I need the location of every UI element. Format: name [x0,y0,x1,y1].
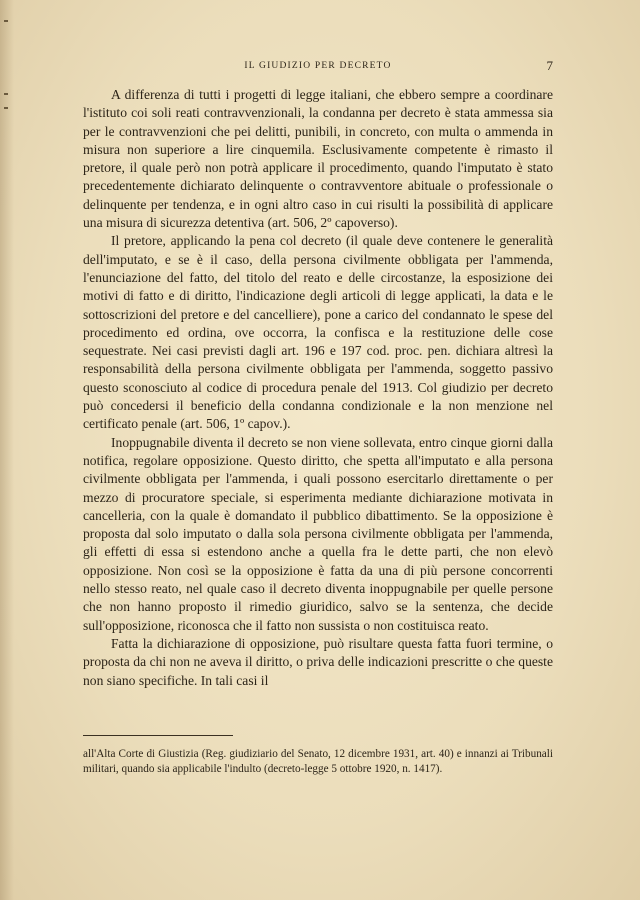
page-number: 7 [546,58,553,73]
page-header [83,58,553,74]
edge-mark [4,107,8,109]
paragraph: Inoppugnabile diventa il decreto se non viene sollevata, entro cinque giorni dalla notifica, regolare opposizione. Questo diritto, che spetta all'imputato e alla persona civilmente obbligata per l'ammenda, i quali possono esercitarlo direttamente o per mezzo di procuratore speciale, si esperimenta mediante dichiarazione motivata in cancelleria, con la quale è domandato il pubblico dibattimento. Se la opposizione è proposta dal solo imputato o dalla sola persona civilmente obbligata per l'ammenda, gli effetti di essa si estendono anche a quella fra le dette parti, che non elevò opposizione. Non così se la opposizione è fatta da una di più persone concorrenti nello stesso reato, nel quale caso il decreto diventa inoppugnabile per quelle persone che non hanno proposto il rimedio giuridico, salvo se la sentenza, che decide sull'opposizione, riconosca che il fatto non sussista o non costituisca reato. [83,434,553,633]
footnote-separator [83,735,233,736]
paragraph: Il pretore, applicando la pena col decreto (il quale deve contenere le generalità dell'imputato, e se è il caso, della persona civilmente obbligata per l'ammenda, l'enunciazione del fatto, del titolo del reato e delle circostanze, la esposizione dei motivi di fatto e di diritto, l'indicazione degli articoli di legge applicati, la data e le sottoscrizioni del pretore e del cancelliere), pone a carico del condannato le spese del procedimento ed ordina, ove occorra, la confisca e la restituzione delle cose sequestrate. Nei casi previsti dagli art. 196 e 197 cod. proc. pen. dichiara altresì la responsabilità della persona civilmente obbligata per l'ammenda, soggetto passivo questo sconosciuto al codice di procedura penale del 1913. Col giudizio per decreto può concedersi il beneficio della condanna condizionale e la non menzione nel certificato penale (art. 506, 1º capov.). [83,233,553,432]
binding-edge-shadow [0,0,14,900]
footnote: all'Alta Corte di Giustizia (Reg. giudiziario del Senato, 12 dicembre 1931, art. 40) e innanzi ai Tribunali militari, quando sia applicabile l'indulto (decreto-legge 5 ottobre 1920, n. 1417). [83,748,553,775]
running-title: IL GIUDIZIO PER DECRETO [244,61,392,71]
edge-mark [4,20,8,22]
body-text [83,86,553,690]
paragraph: A differenza di tutti i progetti di legge italiani, che ebbero sempre a coordinare l'istituto coi soli reati contravvenzionali, la condanna per decreto è stata ammessa sia per le contravvenzioni che pei delitti, punibili, in concreto, con multa o ammenda in misura non superiore a lire cinquemila. Esclusivamente competente è rimasto il pretore, il quale però non potrà applicare il procedimento, quando l'imputato è stato precedentemente dichiarato delinquente o contravventore abituale o professionale o delinquente per tendenza, e in ogni altro caso in cui risulti la possibilità di applicare una misura di sicurezza detentiva (art. 506, 2º capoverso). [83,87,553,231]
edge-mark [4,93,8,95]
paragraph: Fatta la dichiarazione di opposizione, può risultare questa fatta fuori termine, o proposta da chi non ne aveva il diritto, o priva delle indicazioni prescritte o che queste non siano specifiche. In tali casi il [83,635,553,688]
